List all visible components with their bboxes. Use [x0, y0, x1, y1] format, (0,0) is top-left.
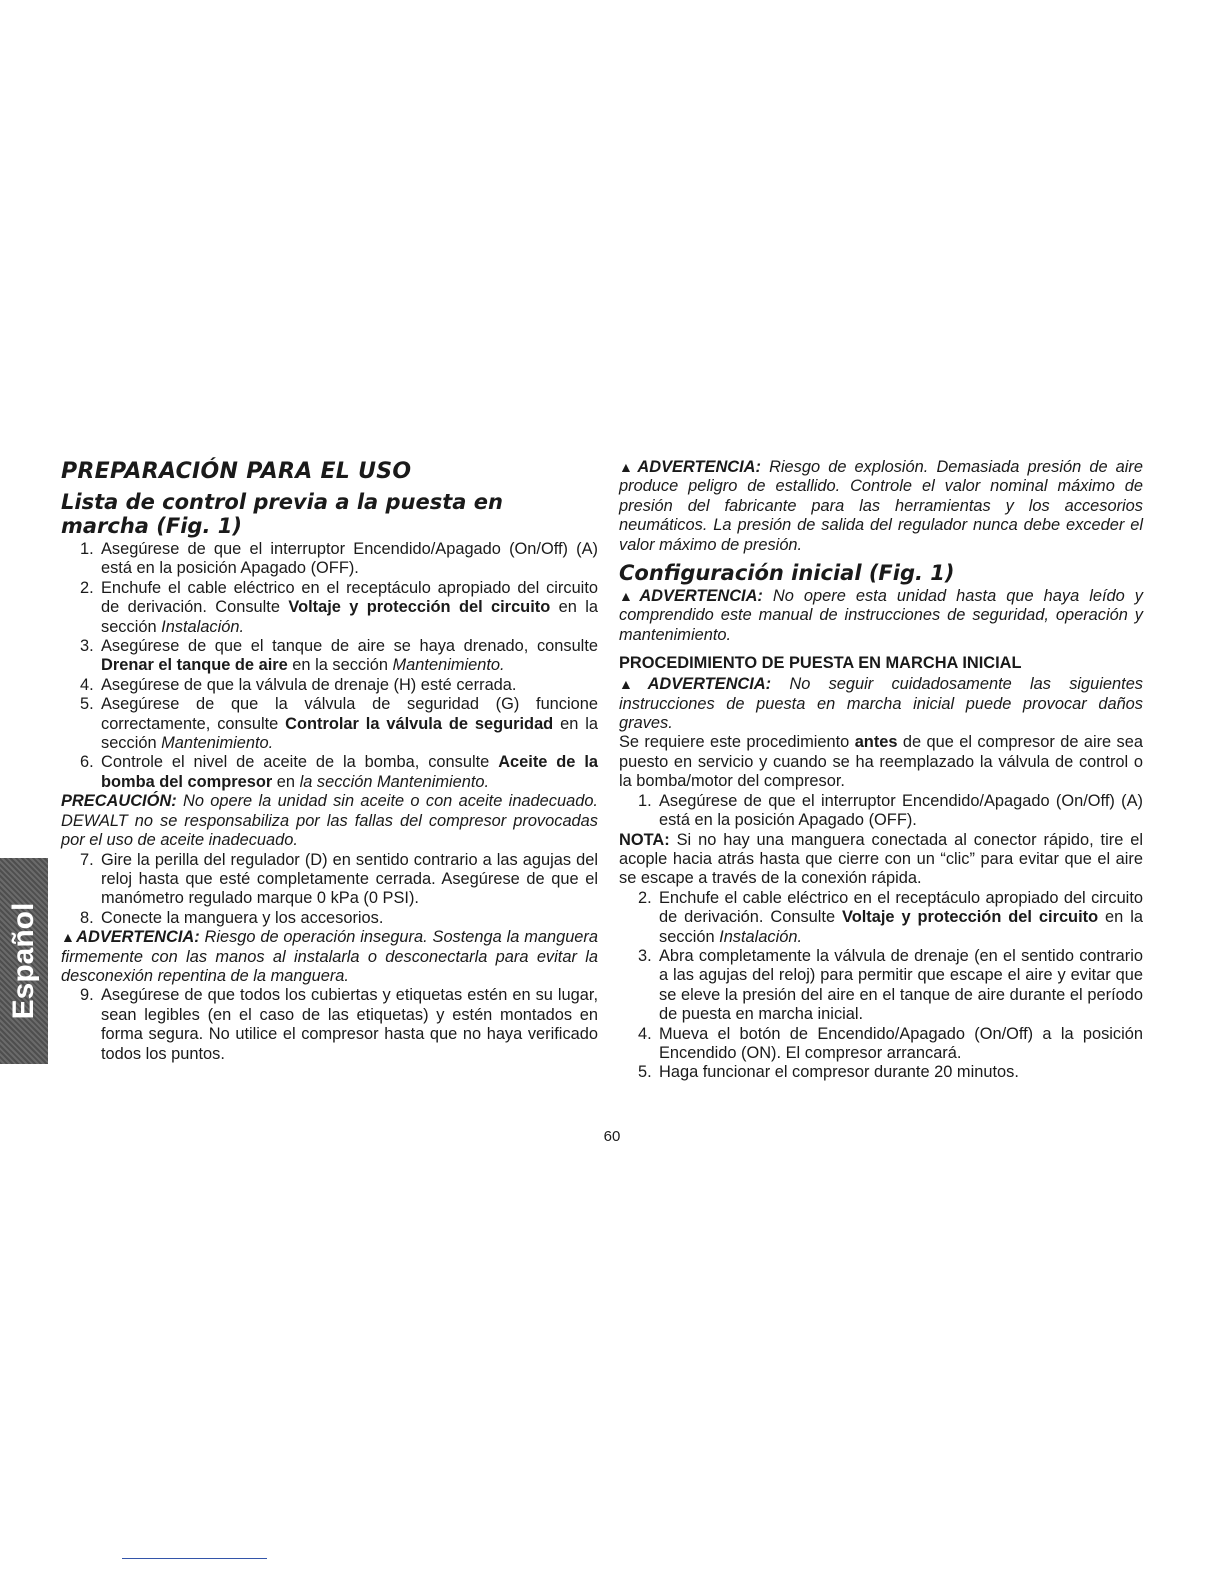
list-item: 1. Asegúrese de que el interruptor Encendido/Apagado (On/Off) (A) está en la posición Apagado (OFF). [80, 540, 598, 578]
side-tab-label: Español [7, 902, 40, 1020]
procedure-steps [619, 792, 1143, 831]
list-item: 5. Haga funcionar el compresor durante 20 minutos. [638, 1063, 1019, 1082]
list-item: 6. Controle el nivel de aceite de la bomba, consulte Aceite de la bomba del compresor en la sección Mantenimiento. [80, 753, 598, 791]
warning-paragraph: ▲ADVERTENCIA: No seguir cuidadosamente las siguientes instrucciones de puesta en marcha inicial puede provocar daños graves. [619, 675, 1144, 733]
language-side-tab [0, 858, 48, 1064]
procedure-steps-continued [619, 889, 1143, 1083]
setup-title: Configuración inicial (Fig. 1) [619, 561, 955, 586]
checklist-list-continued [61, 851, 598, 929]
warning-paragraph: ▲ADVERTENCIA: Riesgo de explosión. Demasiada presión de aire produce peligro de estallido. Controle el valor nominal máximo de presión del fabricante para las herramientas y los accesorios neumáticos. La presión de salida del regulador nunca debe exceder el valor máximo de presión. [619, 458, 1143, 554]
list-item: 4. Mueva el botón de Encendido/Apagado (On/Off) a la posición Encendido (ON). El compresor arrancará. [638, 1024, 1143, 1062]
checklist-title: Lista de control previa a la puesta en marcha (Fig. 1) [61, 490, 503, 538]
footer-rule [122, 1558, 267, 1559]
warning-triangle-icon: ▲ [619, 588, 639, 605]
warning-paragraph: ▲ADVERTENCIA: No opere esta unidad hasta que haya leído y comprendido este manual de instrucciones de seguridad, operación y mantenimiento. [619, 587, 1143, 644]
warning-triangle-icon: ▲ [619, 676, 647, 693]
note-paragraph: NOTA: Si no hay una manguera conectada al conector rápido, tire el acople hacia atrás hasta que cierre con un “clic” para evitar que el aire se escape a través de la conexión rápida. [619, 830, 1143, 888]
caution-paragraph: PRECAUCIÓN: No opere la unidad sin aceite o con aceite inadecuado. DEWALT no se responsabiliza por las fallas del compresor provocadas por el uso de aceite inadecuado. [61, 792, 598, 850]
list-item: 2. Enchufe el cable eléctrico en el receptáculo apropiado del circuito de derivación. Consulte Voltaje y protección del circuito en la sección Instalación. [638, 888, 1143, 946]
list-item: 4. Asegúrese de que la válvula de drenaje (H) esté cerrada. [80, 675, 517, 694]
left-column [61, 458, 598, 1064]
procedure-title: PROCEDIMIENTO DE PUESTA EN MARCHA INICIAL [619, 654, 1022, 673]
list-item: 1. Asegúrese de que el interruptor Encendido/Apagado (On/Off) (A) está en la posición Apagado (OFF). [638, 791, 1143, 830]
page-number: 60 [603, 1128, 621, 1145]
warning-triangle-icon: ▲ [619, 459, 637, 475]
list-item: 3. Abra completamente la válvula de drenaje (en el sentido contrario a las agujas del reloj) para permitir que escape el aire y evitar que se eleve la presión del aire en el tanque de aire durante el período de puesta en marcha inicial. [638, 946, 1143, 1024]
list-item: 3. Asegúrese de que el tanque de aire se haya drenado, consulte Drenar el tanque de aire en la sección Mantenimiento. [80, 637, 598, 675]
intro-paragraph: Se requiere este procedimiento antes de que el compresor de aire sea puesto en servicio y cuando se ha reemplazado la válvula de control o la bomba/motor del compresor. [619, 733, 1143, 791]
list-item: 7. Gire la perilla del regulador (D) en sentido contrario a las agujas del reloj hasta que esté completamente cerrada. Asegúrese de que el manómetro regulado marque 0 kPa (0 PSI). [80, 850, 598, 908]
list-item: 9. Asegúrese de que todos los cubiertas y etiquetas estén en su lugar, sean legibles (en el caso de las etiquetas) y estén montados en forma segura. No utilice el compresor hasta que no haya verificado todos los puntos. [80, 986, 598, 1063]
warning-paragraph: ▲ADVERTENCIA: Riesgo de operación insegura. Sostenga la manguera firmemente con las manos al instalarla o desconectarla para evitar la desconexión repentina de la manguera. [61, 928, 598, 985]
checklist-list [61, 540, 598, 792]
list-item: 8. Conecte la manguera y los accesorios. [80, 908, 384, 927]
right-column [619, 458, 1143, 1083]
warning-triangle-icon: ▲ [61, 929, 76, 946]
list-item: 2. Enchufe el cable eléctrico en el receptáculo apropiado del circuito de derivación. Consulte Voltaje y protección del circuito en la sección Instalación. [80, 578, 598, 636]
checklist-list-final [61, 986, 598, 1064]
section-title: PREPARACIÓN PARA EL USO [61, 459, 412, 484]
list-item: 5. Asegúrese de que la válvula de seguridad (G) funcione correctamente, consulte Controlar la válvula de seguridad en la sección Mantenimiento. [80, 695, 598, 753]
